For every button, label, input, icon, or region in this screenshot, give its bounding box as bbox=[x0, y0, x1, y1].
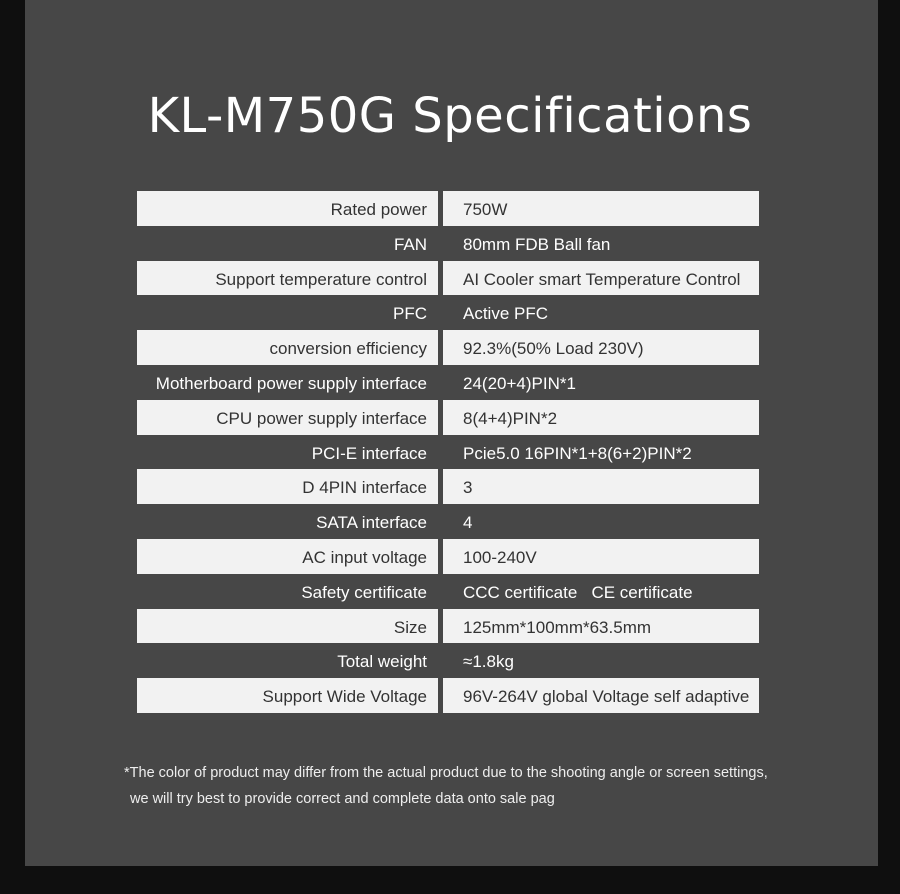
spec-value: 125mm*100mm*63.5mm bbox=[443, 609, 759, 644]
spec-value: AI Cooler smart Temperature Control bbox=[443, 261, 759, 296]
spec-value: 24(20+4)PIN*1 bbox=[463, 373, 576, 393]
spec-value: Pcie5.0 16PIN*1+8(6+2)PIN*2 bbox=[463, 443, 692, 463]
spec-value: 92.3%(50% Load 230V) bbox=[443, 330, 759, 365]
disclaimer-line-1: *The color of product may differ from the actual product due to the shooting angle or screen settings, bbox=[124, 765, 768, 781]
spec-label: Motherboard power supply interface bbox=[155, 373, 427, 393]
spec-row bbox=[137, 330, 759, 365]
spec-row bbox=[137, 261, 759, 296]
spec-label: Total weight bbox=[337, 652, 427, 672]
spec-value: 96V-264V global Voltage self adaptive bbox=[443, 678, 759, 713]
spec-row bbox=[137, 539, 759, 574]
spec-row bbox=[137, 400, 759, 435]
spec-label: D 4PIN interface bbox=[137, 469, 438, 504]
spec-row bbox=[137, 469, 759, 504]
spec-label: CPU power supply interface bbox=[137, 400, 438, 435]
spec-value: 750W bbox=[443, 191, 759, 226]
spec-row bbox=[137, 678, 759, 713]
spec-value: 4 bbox=[463, 513, 473, 533]
page-title: KL-M750G Specifications bbox=[147, 88, 753, 144]
spec-label: PCI-E interface bbox=[311, 443, 427, 463]
spec-value: 8(4+4)PIN*2 bbox=[443, 400, 759, 435]
spec-label: Size bbox=[137, 609, 438, 644]
disclaimer-note bbox=[124, 760, 824, 812]
spec-row bbox=[137, 609, 759, 644]
spec-value: CCC certificate CE certificate bbox=[463, 582, 693, 602]
spec-label: Support temperature control bbox=[137, 261, 438, 296]
spec-row bbox=[137, 191, 759, 226]
spec-label: Safety certificate bbox=[301, 582, 427, 602]
disclaimer-line-2: we will try best to provide correct and complete data onto sale pag bbox=[130, 791, 555, 807]
spec-value: Active PFC bbox=[463, 304, 549, 324]
spec-row bbox=[137, 435, 759, 470]
spec-table bbox=[137, 191, 759, 713]
spec-row bbox=[137, 643, 759, 678]
spec-label: SATA interface bbox=[316, 513, 427, 533]
spec-label: FAN bbox=[393, 234, 427, 254]
spec-row bbox=[137, 574, 759, 609]
spec-label: PFC bbox=[393, 304, 427, 324]
spec-value: 3 bbox=[443, 469, 759, 504]
spec-row bbox=[137, 295, 759, 330]
spec-label: conversion efficiency bbox=[137, 330, 438, 365]
spec-row bbox=[137, 365, 759, 400]
spec-value: 80mm FDB Ball fan bbox=[463, 234, 611, 254]
spec-value: ≈1.8kg bbox=[463, 652, 514, 672]
spec-row bbox=[137, 504, 759, 539]
spec-label: AC input voltage bbox=[137, 539, 438, 574]
spec-row bbox=[137, 226, 759, 261]
spec-label: Rated power bbox=[137, 191, 438, 226]
spec-value: 100-240V bbox=[443, 539, 759, 574]
spec-label: Support Wide Voltage bbox=[137, 678, 438, 713]
